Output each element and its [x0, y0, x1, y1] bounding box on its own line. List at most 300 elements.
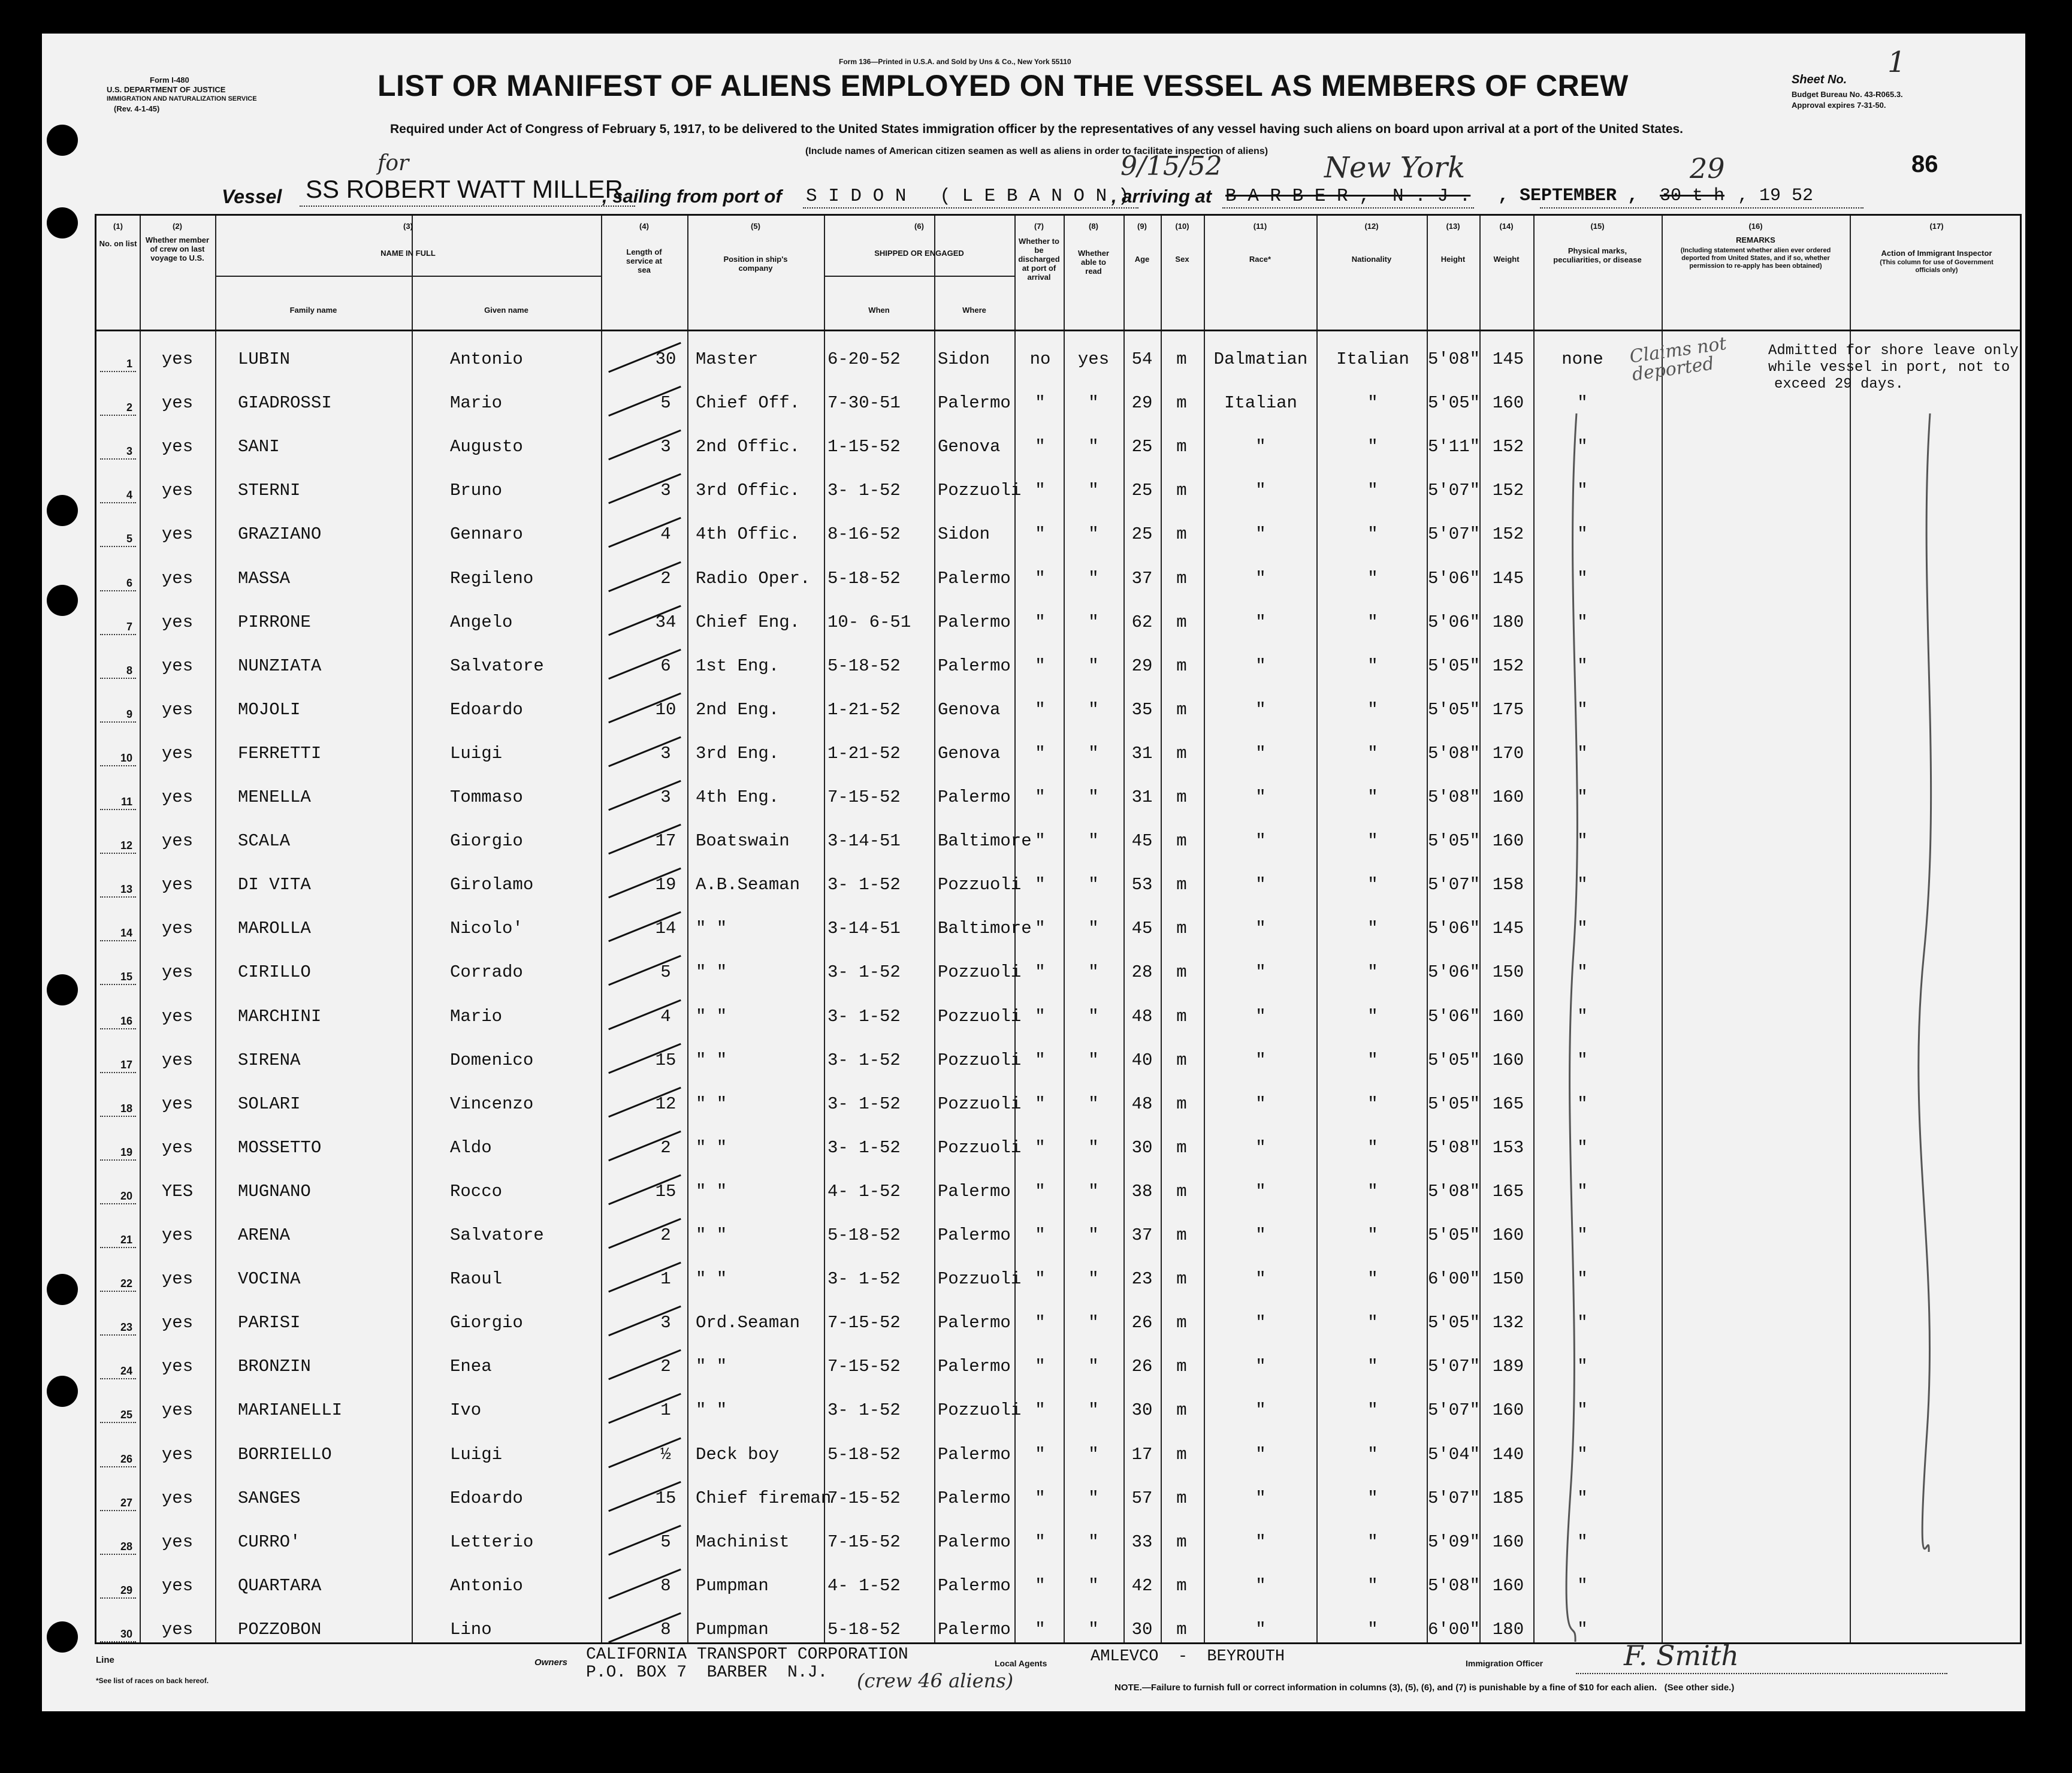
- officer-signature: F. Smith: [1624, 1639, 1739, 1672]
- table-row: [96, 374, 2020, 418]
- family-name-cell: DI VITA: [238, 875, 311, 895]
- crew-last-voyage-cell: yes: [161, 875, 194, 895]
- physical-marks-cell: ": [1577, 831, 1588, 851]
- race-cell: ": [1255, 1532, 1266, 1552]
- able-to-read-cell: ": [1088, 1488, 1099, 1508]
- table-row: [96, 1032, 2020, 1076]
- shipped-where-cell: Palermo: [938, 1181, 1011, 1201]
- length-of-service-cell: 6: [660, 656, 671, 676]
- race-cell: ": [1255, 437, 1266, 457]
- able-to-read-cell: ": [1088, 875, 1099, 895]
- physical-marks-cell: ": [1577, 568, 1588, 588]
- position-cell: 4th Offic.: [696, 524, 801, 545]
- table-row: [96, 944, 2020, 987]
- row-number: 7: [126, 620, 132, 633]
- crew-table: [95, 214, 2022, 1644]
- punch-hole: [47, 207, 78, 238]
- shipped-where-cell: Pozzuoli: [938, 1269, 1022, 1289]
- family-name-cell: FERRETTI: [238, 743, 322, 763]
- remarks-line1: Admitted for shore leave only: [1768, 343, 2019, 359]
- col17-header: (17) Action of Immigrant Inspector (This column for use of Government officials only): [1880, 222, 1994, 274]
- able-to-read-cell: ": [1088, 1444, 1099, 1464]
- nationality-cell: ": [1367, 1181, 1378, 1201]
- able-to-read-cell: ": [1088, 1400, 1099, 1421]
- family-name-cell: BRONZIN: [238, 1357, 311, 1377]
- given-name-cell: Letterio: [450, 1532, 534, 1552]
- age-cell: 29: [1131, 656, 1153, 676]
- given-name-cell: Antonio: [450, 1575, 523, 1596]
- weight-cell: 165: [1492, 1094, 1524, 1114]
- sex-cell: m: [1176, 1400, 1187, 1421]
- length-of-service-cell: 4: [660, 524, 671, 545]
- crew-last-voyage-cell: yes: [161, 919, 194, 939]
- discharged-cell: ": [1035, 437, 1046, 457]
- crew-last-voyage-cell: yes: [161, 699, 194, 720]
- able-to-read-cell: ": [1088, 1094, 1099, 1114]
- height-cell: 5'11": [1428, 437, 1481, 457]
- age-cell: 33: [1131, 1532, 1153, 1552]
- physical-marks-cell: ": [1577, 1400, 1588, 1421]
- given-name-cell: Luigi: [450, 1444, 503, 1464]
- shipped-when-cell: 3- 1-52: [827, 1137, 901, 1158]
- height-cell: 5'07": [1428, 1488, 1481, 1508]
- length-of-service-cell: 14: [655, 919, 676, 939]
- family-name-cell: CIRILLO: [238, 962, 311, 983]
- height-cell: 5'05": [1428, 656, 1481, 676]
- sex-cell: m: [1176, 1313, 1187, 1333]
- crew-last-voyage-cell: yes: [161, 1094, 194, 1114]
- physical-marks-cell: ": [1577, 1444, 1588, 1464]
- page-number: 86: [1911, 151, 1938, 177]
- length-of-service-cell: 8: [660, 1619, 671, 1639]
- sex-cell: m: [1176, 1050, 1187, 1070]
- crew-last-voyage-cell: yes: [161, 1488, 194, 1508]
- crew-count-note: (crew 46 aliens): [857, 1669, 1014, 1692]
- race-cell: ": [1255, 1444, 1266, 1464]
- length-of-service-cell: 1: [660, 1400, 671, 1421]
- age-cell: 37: [1131, 1225, 1153, 1246]
- punch-hole: [47, 1621, 78, 1653]
- able-to-read-cell: ": [1088, 787, 1099, 808]
- age-cell: 31: [1131, 743, 1153, 763]
- crew-last-voyage-cell: yes: [161, 1357, 194, 1377]
- given-name-cell: Giorgio: [450, 831, 523, 851]
- given-name-cell: Regileno: [450, 568, 534, 588]
- vessel-underline: [300, 206, 635, 207]
- weight-cell: 160: [1492, 1400, 1524, 1421]
- weight-cell: 145: [1492, 349, 1524, 370]
- discharged-cell: ": [1035, 1488, 1046, 1508]
- discharged-cell: ": [1035, 1444, 1046, 1464]
- discharged-cell: ": [1035, 962, 1046, 983]
- shipped-when-cell: 7-15-52: [827, 1532, 901, 1552]
- table-row: [96, 769, 2020, 813]
- col6-where-header: Where: [962, 306, 986, 315]
- race-cell: ": [1255, 1619, 1266, 1639]
- crew-last-voyage-cell: yes: [161, 962, 194, 983]
- shipped-when-cell: 5-18-52: [827, 1444, 901, 1464]
- able-to-read-cell: ": [1088, 1269, 1099, 1289]
- shipped-where-cell: Genova: [938, 743, 1001, 763]
- position-cell: Boatswain: [696, 831, 790, 851]
- age-cell: 37: [1131, 568, 1153, 588]
- sex-cell: m: [1176, 787, 1187, 808]
- nationality-cell: ": [1367, 699, 1378, 720]
- shipped-when-cell: 3- 1-52: [827, 1094, 901, 1114]
- age-cell: 17: [1131, 1444, 1153, 1464]
- position-cell: 3rd Eng.: [696, 743, 780, 763]
- position-cell: Pumpman: [696, 1619, 769, 1639]
- discharged-cell: ": [1035, 1094, 1046, 1114]
- length-of-service-cell: 17: [655, 831, 676, 851]
- given-name-cell: Edoardo: [450, 1488, 523, 1508]
- discharged-cell: ": [1035, 919, 1046, 939]
- shipped-when-cell: 1-15-52: [827, 437, 901, 457]
- row-number: 10: [120, 751, 132, 764]
- given-name-cell: Rocco: [450, 1181, 503, 1201]
- physical-marks-cell: ": [1577, 699, 1588, 720]
- weight-cell: 165: [1492, 1181, 1524, 1201]
- weight-cell: 160: [1492, 393, 1524, 413]
- shipped-where-cell: Palermo: [938, 1225, 1011, 1246]
- race-cell: ": [1255, 1181, 1266, 1201]
- height-cell: 5'08": [1428, 1575, 1481, 1596]
- sex-cell: m: [1176, 919, 1187, 939]
- height-cell: 5'09": [1428, 1532, 1481, 1552]
- physical-marks-cell: ": [1577, 1575, 1588, 1596]
- owner-address: P.O. BOX 7 BARBER N.J.: [586, 1663, 828, 1682]
- row-number: 18: [120, 1102, 132, 1114]
- crew-last-voyage-cell: yes: [161, 1619, 194, 1639]
- given-name-cell: Girolamo: [450, 875, 534, 895]
- physical-marks-cell: ": [1577, 437, 1588, 457]
- height-cell: 5'06": [1428, 962, 1481, 983]
- age-cell: 54: [1131, 349, 1153, 370]
- shipped-where-cell: Sidon: [938, 524, 990, 545]
- shipped-where-cell: Palermo: [938, 1357, 1011, 1377]
- table-row: [96, 1557, 2020, 1601]
- weight-cell: 160: [1492, 1575, 1524, 1596]
- height-cell: 5'06": [1428, 568, 1481, 588]
- department: U.S. DEPARTMENT OF JUSTICE: [107, 85, 226, 94]
- physical-marks-cell: ": [1577, 962, 1588, 983]
- sex-cell: m: [1176, 393, 1187, 413]
- family-name-cell: BORRIELLO: [238, 1444, 332, 1464]
- nationality-cell: ": [1367, 481, 1378, 501]
- crew-last-voyage-cell: yes: [161, 524, 194, 545]
- able-to-read-cell: ": [1088, 524, 1099, 545]
- family-name-cell: SIRENA: [238, 1050, 301, 1070]
- height-cell: 5'07": [1428, 1357, 1481, 1377]
- position-cell: " ": [696, 1006, 727, 1026]
- penalty-note: NOTE.—Failure to furnish full or correct information in columns (3), (5), (6), and (7) is punishable by a fine of $10 for each alien. (See other side.): [1114, 1683, 1735, 1693]
- table-row: [96, 462, 2020, 506]
- length-of-service-cell: 8: [660, 1575, 671, 1596]
- length-of-service-cell: 19: [655, 875, 676, 895]
- family-name-cell: MOJOLI: [238, 699, 301, 720]
- punch-hole: [47, 585, 78, 616]
- shipped-where-cell: Palermo: [938, 1488, 1011, 1508]
- weight-cell: 152: [1492, 481, 1524, 501]
- able-to-read-cell: ": [1088, 1575, 1099, 1596]
- family-name-cell: MOSSETTO: [238, 1137, 322, 1158]
- race-cell: ": [1255, 787, 1266, 808]
- able-to-read-cell: ": [1088, 568, 1099, 588]
- shipped-where-cell: Genova: [938, 437, 1001, 457]
- family-name-cell: MARCHINI: [238, 1006, 322, 1026]
- position-cell: " ": [696, 1181, 727, 1201]
- physical-marks-cell: ": [1577, 919, 1588, 939]
- nationality-cell: ": [1367, 1094, 1378, 1114]
- shipped-when-cell: 3- 1-52: [827, 1400, 901, 1421]
- age-cell: 45: [1131, 919, 1153, 939]
- family-name-cell: NUNZIATA: [238, 656, 322, 676]
- age-cell: 30: [1131, 1137, 1153, 1158]
- shipped-when-cell: 4- 1-52: [827, 1181, 901, 1201]
- physical-marks-cell: ": [1577, 1137, 1588, 1158]
- discharged-cell: ": [1035, 1225, 1046, 1246]
- able-to-read-cell: ": [1088, 481, 1099, 501]
- length-of-service-cell: 2: [660, 1225, 671, 1246]
- position-cell: Machinist: [696, 1532, 790, 1552]
- row-number: 28: [120, 1540, 132, 1552]
- crew-last-voyage-cell: yes: [161, 1006, 194, 1026]
- punch-hole: [47, 1376, 78, 1407]
- race-cell: ": [1255, 962, 1266, 983]
- table-row: [96, 1338, 2020, 1382]
- punch-hole: [47, 495, 78, 526]
- race-cell: Dalmatian: [1213, 349, 1308, 370]
- shipped-when-cell: 1-21-52: [827, 743, 901, 763]
- able-to-read-cell: ": [1088, 656, 1099, 676]
- arriving-label: , arriving at: [1111, 186, 1212, 207]
- discharged-cell: no: [1029, 349, 1051, 370]
- table-row: [96, 1382, 2020, 1425]
- length-of-service-cell: 2: [660, 1137, 671, 1158]
- position-cell: 4th Eng.: [696, 787, 780, 808]
- nationality-cell: ": [1367, 524, 1378, 545]
- given-name-cell: Lino: [450, 1619, 492, 1639]
- nationality-cell: ": [1367, 612, 1378, 632]
- discharged-cell: ": [1035, 612, 1046, 632]
- age-cell: 30: [1131, 1619, 1153, 1639]
- nationality-cell: ": [1367, 831, 1378, 851]
- table-row: [96, 638, 2020, 681]
- discharged-cell: ": [1035, 787, 1046, 808]
- weight-cell: 180: [1492, 612, 1524, 632]
- given-name-cell: Domenico: [450, 1050, 534, 1070]
- shipped-where-cell: Palermo: [938, 656, 1011, 676]
- col13-header: (13) Height: [1440, 222, 1466, 264]
- race-cell: ": [1255, 656, 1266, 676]
- weight-cell: 152: [1492, 656, 1524, 676]
- service: IMMIGRATION AND NATURALIZATION SERVICE: [107, 95, 257, 102]
- shipped-where-cell: Palermo: [938, 787, 1011, 808]
- approval-expiry: Approval expires 7-31-50.: [1792, 101, 1886, 110]
- length-of-service-cell: 2: [660, 1357, 671, 1377]
- shipped-when-cell: 3- 1-52: [827, 1269, 901, 1289]
- row-number: 19: [120, 1146, 132, 1158]
- discharged-cell: ": [1035, 743, 1046, 763]
- height-cell: 5'08": [1428, 787, 1481, 808]
- shipped-when-cell: 3- 1-52: [827, 481, 901, 501]
- physical-marks-cell: ": [1577, 1532, 1588, 1552]
- sex-cell: m: [1176, 743, 1187, 763]
- nationality-cell: ": [1367, 1006, 1378, 1026]
- weight-cell: 175: [1492, 699, 1524, 720]
- physical-marks-cell: ": [1577, 656, 1588, 676]
- physical-marks-cell: ": [1577, 1269, 1588, 1289]
- table-row: [96, 1163, 2020, 1207]
- sex-cell: m: [1176, 1444, 1187, 1464]
- given-name-cell: Augusto: [450, 437, 523, 457]
- col16-header: (16) REMARKS (Including statement whether alien ever ordered deported from United States, and if so, whether permission to re-apply has been obtained): [1680, 222, 1831, 270]
- row-number: 23: [120, 1321, 132, 1334]
- discharged-cell: ": [1035, 656, 1046, 676]
- age-cell: 26: [1131, 1357, 1153, 1377]
- height-cell: 5'07": [1428, 481, 1481, 501]
- height-cell: 5'05": [1428, 1313, 1481, 1333]
- officer-label: Immigration Officer: [1466, 1659, 1544, 1668]
- nationality-cell: ": [1367, 393, 1378, 413]
- ditto-line-col17: [1906, 413, 1954, 1552]
- height-cell: 5'05": [1428, 699, 1481, 720]
- col4-header: (4) Length of service at sea: [626, 222, 662, 274]
- height-cell: 5'08": [1428, 743, 1481, 763]
- nationality-cell: ": [1367, 1575, 1378, 1596]
- shipped-where-cell: Pozzuoli: [938, 875, 1022, 895]
- shipped-where-cell: Pozzuoli: [938, 1050, 1022, 1070]
- discharged-cell: ": [1035, 831, 1046, 851]
- arrival-year: , 19 52: [1738, 186, 1814, 206]
- given-name-cell: Edoardo: [450, 699, 523, 720]
- sailing-port: S I D O N ( L E B A N O N ): [806, 186, 1129, 207]
- nationality-cell: ": [1367, 1269, 1378, 1289]
- age-cell: 35: [1131, 699, 1153, 720]
- crew-last-voyage-cell: yes: [161, 1444, 194, 1464]
- discharged-cell: ": [1035, 1181, 1046, 1201]
- crew-last-voyage-cell: yes: [161, 1400, 194, 1421]
- weight-cell: 145: [1492, 919, 1524, 939]
- shipped-where-cell: Palermo: [938, 393, 1011, 413]
- col6-header: (6) SHIPPED OR ENGAGED: [874, 222, 964, 258]
- discharged-cell: ": [1035, 1619, 1046, 1639]
- nationality-cell: ": [1367, 1357, 1378, 1377]
- sex-cell: m: [1176, 1532, 1187, 1552]
- col9-header: (9) Age: [1134, 222, 1150, 264]
- length-of-service-cell: 15: [655, 1181, 676, 1201]
- length-of-service-cell: 5: [660, 393, 671, 413]
- physical-marks-cell: ": [1577, 481, 1588, 501]
- table-row: [96, 725, 2020, 769]
- sex-cell: m: [1176, 568, 1187, 588]
- discharged-cell: ": [1035, 524, 1046, 545]
- family-name-cell: SANGES: [238, 1488, 301, 1508]
- position-cell: Master: [696, 349, 759, 370]
- table-row: [96, 506, 2020, 549]
- height-cell: 5'08": [1428, 349, 1481, 370]
- height-cell: 5'05": [1428, 1094, 1481, 1114]
- col6-when-header: When: [868, 306, 890, 315]
- age-cell: 48: [1131, 1094, 1153, 1114]
- shipped-when-cell: 5-18-52: [827, 568, 901, 588]
- race-cell: ": [1255, 1094, 1266, 1114]
- sex-cell: m: [1176, 1094, 1187, 1114]
- physical-marks-cell: ": [1577, 393, 1588, 413]
- weight-cell: 160: [1492, 1225, 1524, 1246]
- shipped-where-cell: Baltimore: [938, 919, 1032, 939]
- row-number: 27: [120, 1496, 132, 1509]
- col2-header: (2) Whether member of crew on last voyage to U.S.: [145, 222, 210, 262]
- family-name-cell: MASSA: [238, 568, 291, 588]
- shipped-when-cell: 7-15-52: [827, 1357, 901, 1377]
- race-cell: ": [1255, 1575, 1266, 1596]
- able-to-read-cell: ": [1088, 1006, 1099, 1026]
- vessel-label: Vessel: [222, 186, 282, 207]
- shipped-when-cell: 5-18-52: [827, 1619, 901, 1639]
- height-cell: 5'06": [1428, 612, 1481, 632]
- height-cell: 5'05": [1428, 1050, 1481, 1070]
- family-name-cell: SOLARI: [238, 1094, 301, 1114]
- shipped-when-cell: 3-14-51: [827, 831, 901, 851]
- age-cell: 25: [1131, 481, 1153, 501]
- row-number: 21: [120, 1234, 132, 1246]
- race-cell: ": [1255, 1050, 1266, 1070]
- col10-header: (10) Sex: [1175, 222, 1189, 264]
- family-name-cell: GIADROSSI: [238, 393, 332, 413]
- age-cell: 53: [1131, 875, 1153, 895]
- nationality-cell: ": [1367, 1137, 1378, 1158]
- age-cell: 28: [1131, 962, 1153, 983]
- sheet-label: Sheet No.: [1792, 73, 1847, 86]
- discharged-cell: ": [1035, 1137, 1046, 1158]
- crew-last-voyage-cell: yes: [161, 1269, 194, 1289]
- weight-cell: 152: [1492, 437, 1524, 457]
- height-cell: 6'00": [1428, 1619, 1481, 1639]
- crew-last-voyage-cell: yes: [161, 1225, 194, 1246]
- family-name-cell: PIRRONE: [238, 612, 311, 632]
- crew-last-voyage-cell: yes: [161, 1575, 194, 1596]
- length-of-service-cell: 12: [655, 1094, 676, 1114]
- family-name-cell: GRAZIANO: [238, 524, 322, 545]
- discharged-cell: ": [1035, 1400, 1046, 1421]
- revision: (Rev. 4-1-45): [114, 104, 160, 113]
- sex-cell: m: [1176, 612, 1187, 632]
- crew-last-voyage-cell: yes: [161, 1050, 194, 1070]
- shipped-where-cell: Palermo: [938, 1575, 1011, 1596]
- crew-last-voyage-cell: yes: [161, 568, 194, 588]
- given-name-cell: Mario: [450, 393, 503, 413]
- weight-cell: 160: [1492, 1006, 1524, 1026]
- length-of-service-cell: ½: [660, 1444, 671, 1464]
- weight-cell: 189: [1492, 1357, 1524, 1377]
- vessel-note: for: [377, 151, 409, 176]
- age-cell: 25: [1131, 437, 1153, 457]
- given-name-cell: Ivo: [450, 1400, 482, 1421]
- nationality-cell: ": [1367, 437, 1378, 457]
- position-cell: 2nd Eng.: [696, 699, 780, 720]
- position-cell: " ": [696, 962, 727, 983]
- family-name-cell: SANI: [238, 437, 280, 457]
- port-underline: [803, 207, 1138, 209]
- race-cell: ": [1255, 919, 1266, 939]
- table-row: [96, 856, 2020, 900]
- table-row: [96, 1119, 2020, 1163]
- nationality-cell: Italian: [1336, 349, 1409, 370]
- table-row: [96, 1207, 2020, 1251]
- crew-last-voyage-cell: yes: [161, 612, 194, 632]
- row-number: 5: [126, 533, 132, 545]
